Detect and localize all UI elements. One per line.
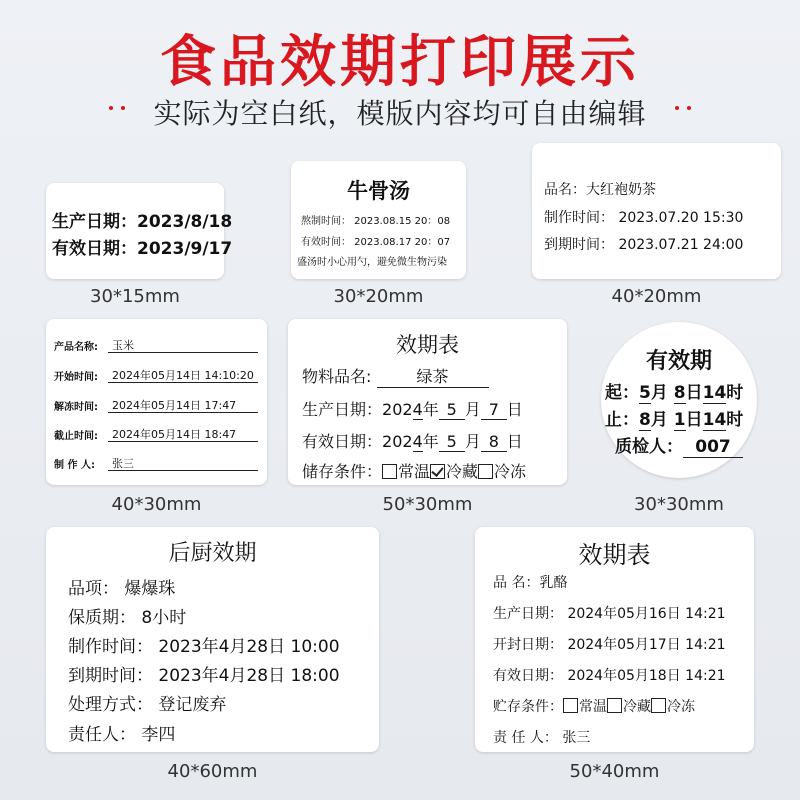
card-title: 有效期	[645, 349, 712, 374]
checkbox-icon	[651, 698, 666, 713]
month-unit: 月	[650, 410, 674, 430]
storage-row	[493, 696, 695, 716]
label-card-40x20	[532, 143, 781, 279]
production-date: 生产日期：2023/8/18	[52, 212, 233, 232]
item-label: 物料品名:	[302, 367, 372, 386]
end-day: 1	[673, 410, 686, 430]
underline	[108, 441, 258, 442]
start-hour: 14	[702, 383, 727, 403]
expiry-date: 有效日期：2023/9/17	[52, 239, 233, 259]
size-label-50x40: 50*40mm	[569, 761, 660, 782]
size-label-30x20: 30*20mm	[333, 286, 424, 307]
day-unit: 日	[685, 410, 703, 430]
size-label-40x20: 40*20mm	[611, 286, 702, 307]
make-time-row: 制作时间： 2023年4月28日 10:00	[68, 637, 340, 657]
size-label-50x30: 50*30mm	[382, 494, 473, 515]
prod-month: 5	[439, 400, 465, 420]
hour-unit: 时	[726, 410, 744, 430]
end-hour: 14	[702, 410, 727, 430]
checkbox-icon	[382, 464, 397, 479]
expiry-date-row	[302, 429, 523, 452]
inspector-row	[615, 432, 743, 458]
exp-label: 有效日期：	[302, 432, 383, 451]
underline	[108, 470, 258, 471]
deadline-label: 截止时间:	[54, 431, 98, 442]
exp-day: 8	[481, 432, 507, 452]
inspector-value: 007	[683, 437, 743, 458]
responsible-row: 责 任 人： 张三	[493, 730, 591, 746]
month-unit: 月	[464, 400, 481, 419]
exp-year-digit: 4	[412, 432, 423, 451]
item-row	[302, 364, 489, 388]
year-unit: 年	[422, 432, 439, 451]
prod-year-prefix: 202	[382, 400, 413, 419]
size-label-40x60: 40*60mm	[167, 761, 258, 782]
label-card-30x30-round	[601, 322, 757, 478]
option-chilled: 冷藏	[623, 699, 651, 715]
option-frozen: 冷冻	[494, 462, 527, 481]
option-ambient: 常温	[398, 462, 431, 481]
storage-label: 贮存条件：	[493, 699, 563, 715]
page-subtitle	[0, 92, 800, 132]
label-card-30x20	[291, 161, 466, 279]
size-label-30x15: 30*15mm	[90, 286, 180, 307]
month-unit: 月	[650, 383, 674, 403]
valid-time: 有效时间： 2023.08.17 20：07	[301, 237, 451, 248]
open-date-row: 开封日期： 2024年05月17日 14:21	[493, 637, 726, 653]
start-time-label: 开始时间:	[54, 372, 98, 383]
disposal-row: 处理方式： 登记废弃	[68, 695, 227, 715]
thaw-time-label: 解冻时间:	[54, 402, 98, 413]
make-time: 制作时间： 2023.07.20 15:30	[544, 210, 744, 226]
size-label-40x30: 40*30mm	[111, 494, 202, 515]
expire-time: 到期时间： 2023.07.21 24:00	[544, 237, 744, 253]
item-value	[377, 364, 489, 388]
start-time-value: 2024年05月14日 14:10:20	[112, 369, 254, 382]
item-value-text: 绿茶	[416, 367, 449, 386]
expire-time-row: 到期时间： 2023年4月28日 18:00	[68, 666, 340, 686]
deadline-value: 2024年05月14日 18:47	[112, 428, 237, 441]
underline	[108, 352, 258, 353]
start-day: 8	[673, 383, 686, 403]
day-unit: 日	[506, 432, 523, 451]
cook-time: 熬制时间： 2023.08.15 20：08	[301, 216, 451, 227]
storage-label: 储存条件：	[302, 462, 383, 481]
option-chilled: 冷藏	[446, 462, 479, 481]
maker-label: 制 作 人:	[54, 460, 95, 471]
label-card-40x60	[46, 527, 379, 752]
hour-unit: 时	[726, 383, 744, 403]
option-ambient: 常温	[579, 699, 607, 715]
thaw-time-value: 2024年05月14日 17:47	[112, 399, 237, 412]
label-card-50x40	[475, 527, 754, 752]
inspector-label: 质检人：	[615, 437, 683, 457]
card-title: 效期表	[578, 541, 651, 569]
valid-date-row: 有效日期： 2024年05月18日 14:21	[493, 668, 726, 684]
page-title: 食品效期打印展示	[160, 30, 640, 95]
responsible-row: 责任人： 李四	[68, 725, 176, 745]
prod-year-digit: 4	[412, 400, 423, 419]
month-unit: 月	[464, 432, 481, 451]
start-month: 5	[639, 383, 651, 403]
left-dots-decoration	[109, 106, 137, 110]
label-card-50x30	[288, 319, 567, 485]
underline	[108, 382, 258, 383]
maker-value: 张三	[112, 457, 134, 470]
card-title: 牛骨汤	[347, 178, 410, 203]
day-unit: 日	[506, 400, 523, 419]
card-title: 效期表	[396, 333, 459, 357]
checked-checkbox-icon	[430, 464, 445, 479]
card-title: 后厨效期	[168, 541, 257, 566]
exp-year-prefix: 202	[382, 432, 413, 451]
shelf-life-row: 保质期： 8小时	[68, 608, 187, 628]
option-frozen: 冷冻	[667, 699, 695, 715]
checkbox-icon	[563, 698, 578, 713]
checkbox-icon	[607, 698, 622, 713]
start-label: 起：	[605, 383, 639, 403]
usage-note: 盛汤时小心用勺，避免微生物污染	[297, 257, 447, 268]
end-row	[605, 405, 743, 431]
start-row	[605, 378, 743, 404]
exp-month: 5	[439, 432, 465, 452]
checkbox-icon	[478, 464, 493, 479]
product-name-row: 品 名：乳酪	[493, 575, 568, 591]
product-name-value: 玉米	[112, 339, 134, 352]
size-label-30x30: 30*30mm	[634, 494, 724, 515]
item-row: 品项： 爆爆珠	[68, 579, 176, 599]
production-date-row	[302, 397, 523, 420]
right-dots-decoration	[663, 106, 691, 110]
label-card-40x30	[46, 319, 267, 485]
storage-row	[302, 459, 526, 482]
production-date-row: 生产日期： 2024年05月16日 14:21	[493, 606, 726, 622]
subtitle-text: 实际为空白纸，模版内容均可自由编辑	[153, 97, 647, 130]
label-card-30x15	[46, 183, 233, 279]
end-month: 8	[639, 410, 651, 430]
prod-label: 生产日期：	[302, 400, 383, 419]
product-name: 品名：大红袍奶茶	[544, 182, 656, 198]
product-name-label: 产品名称:	[54, 342, 98, 353]
year-unit: 年	[422, 400, 439, 419]
underline	[108, 412, 258, 413]
prod-day: 7	[481, 400, 507, 420]
day-unit: 日	[685, 383, 703, 403]
end-label: 止：	[605, 410, 639, 430]
